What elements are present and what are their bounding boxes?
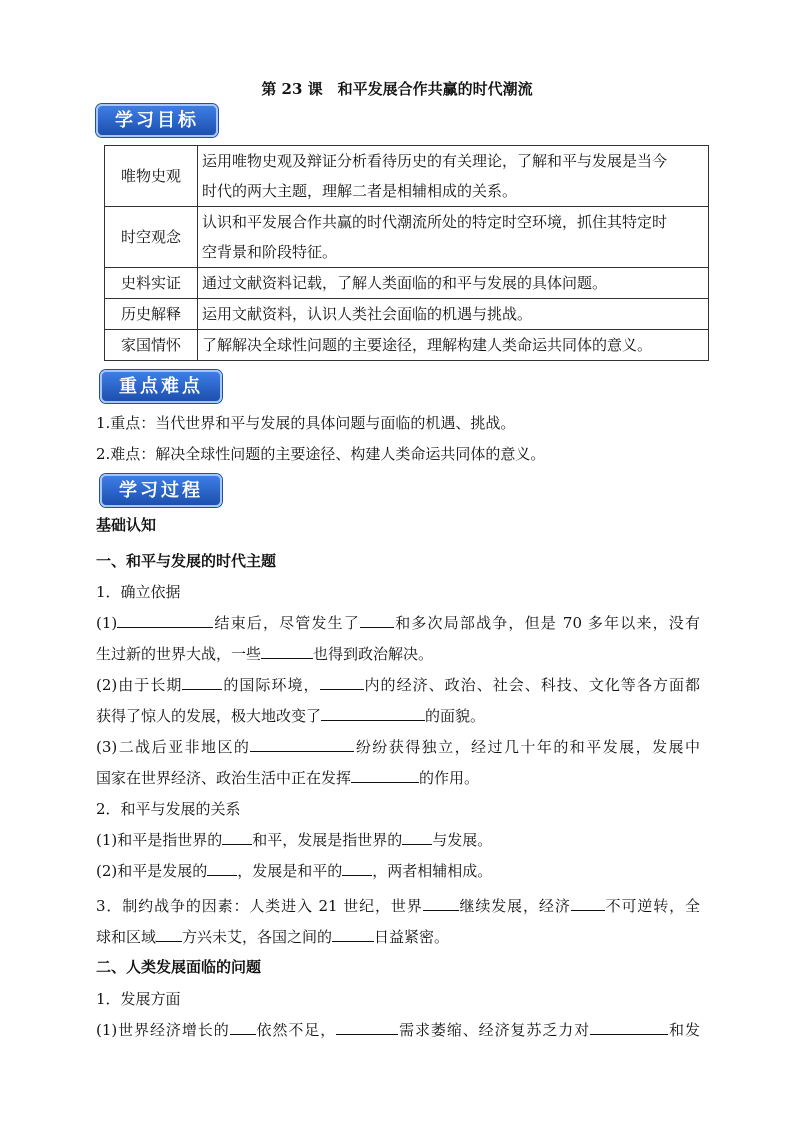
text: 需求萎缩、经济复苏乏力对 [398, 1021, 591, 1039]
text: 方兴未艾，各国之间的 [182, 928, 333, 946]
subsection-1-2: 2．和平与发展的关系 [96, 800, 241, 818]
fill-line-5 [96, 735, 700, 759]
blank-field[interactable] [156, 927, 182, 942]
cell-line: 时代的两大主题，理解二者是相辅相成的关系。 [202, 182, 518, 200]
text: (2)由于长期 [96, 676, 183, 694]
blank-field[interactable] [351, 768, 419, 783]
blank-field[interactable] [222, 830, 252, 845]
section-badge-key-points: 重点难点 [100, 370, 222, 403]
fill-line-9 [96, 894, 700, 918]
blank-field[interactable] [320, 675, 364, 690]
table-cell-value: 运用文献资料，认识人类社会面临的机遇与挑战。 [198, 299, 709, 330]
blank-field[interactable] [117, 613, 213, 628]
table-cell-value: 通过文献资料记载，了解人类面临的和平与发展的具体问题。 [198, 268, 709, 299]
cell-line: 认识和平发展合作共赢的时代潮流所处的特定时空环境，抓住其特定时 [202, 213, 668, 231]
fill-line-2 [96, 642, 433, 666]
table-cell-value [198, 146, 709, 207]
text: 生过新的世界大战，一些 [96, 645, 262, 663]
table-cell-key: 时空观念 [105, 207, 198, 268]
blank-field[interactable] [230, 1020, 256, 1035]
text: ，两者相辅相成。 [372, 862, 493, 880]
text: 获得了惊人的发展，极大地改变了 [96, 707, 322, 725]
fill-line-3 [96, 673, 700, 697]
table-row [105, 268, 709, 299]
text: 继续发展，经济 [458, 897, 571, 915]
text: 的面貌。 [425, 707, 486, 725]
fill-line-4 [96, 704, 485, 728]
blank-field[interactable] [590, 1020, 668, 1035]
blank-field[interactable] [402, 830, 432, 845]
blank-field[interactable] [342, 861, 372, 876]
blank-field[interactable] [571, 896, 605, 911]
text: (1)和平是指世界的 [96, 831, 223, 849]
blank-field[interactable] [207, 861, 237, 876]
text: 的作用。 [419, 769, 480, 787]
table-cell-key: 史料实证 [105, 268, 198, 299]
text: 球和区域 [96, 928, 157, 946]
table-row [105, 330, 709, 361]
text: 和平，发展是指世界的 [252, 831, 403, 849]
blank-field[interactable] [360, 613, 394, 628]
key-point-1: 1.重点：当代世界和平与发展的具体问题与面临的机遇、挑战。 [96, 414, 516, 432]
text: (2)和平是发展的 [96, 862, 208, 880]
text: 纷纷获得独立，经过几十年的和平发展，发展中 [354, 738, 700, 756]
blank-field[interactable] [321, 706, 425, 721]
text: 的国际环境， [222, 676, 320, 694]
cell-line: 空背景和阶段特征。 [202, 243, 338, 261]
text: (1)世界经济增长的 [96, 1021, 230, 1039]
subheading-basics: 基础认知 [96, 516, 157, 534]
text: 和多次局部战争，但是 70 多年以来，没有 [394, 614, 700, 632]
text: ，发展是和平的 [237, 862, 343, 880]
cell-line: 运用唯物史观及辩证分析看待历史的有关理论，了解和平与发展是当今 [202, 152, 668, 170]
section-badge-objectives: 学习目标 [96, 104, 218, 137]
text: 日益紧密。 [374, 928, 450, 946]
table-row [105, 207, 709, 268]
text: 内的经济、政治、社会、科技、文化等各方面都 [363, 676, 700, 694]
fill-line-10 [96, 925, 449, 949]
section-heading-2: 二、人类发展面临的问题 [96, 958, 262, 976]
fill-line-8 [96, 859, 492, 883]
text: 依然不足， [255, 1021, 337, 1039]
fill-line-1 [96, 611, 700, 635]
blank-field[interactable] [250, 737, 354, 752]
table-row [105, 299, 709, 330]
text: 也得到政治解决。 [313, 645, 434, 663]
objectives-table [104, 145, 709, 361]
fill-line-11 [96, 1018, 700, 1042]
table-cell-key: 家国情怀 [105, 330, 198, 361]
table-cell-value: 了解解决全球性问题的主要途径，理解构建人类命运共同体的意义。 [198, 330, 709, 361]
text: (3)二战后亚非地区的 [96, 738, 251, 756]
text: 与发展。 [432, 831, 493, 849]
text: 3．制约战争的因素：人类进入 21 世纪，世界 [96, 897, 423, 915]
subsection-1-1: 1．确立依据 [96, 583, 181, 601]
blank-field[interactable] [336, 1020, 398, 1035]
key-point-2: 2.难点：解决全球性问题的主要途径、构建人类命运共同体的意义。 [96, 445, 546, 463]
subsection-2-1: 1．发展方面 [96, 990, 181, 1008]
table-cell-value [198, 207, 709, 268]
text: (1) [96, 614, 118, 632]
table-cell-key: 唯物史观 [105, 146, 198, 207]
section-heading-1: 一、和平与发展的时代主题 [96, 552, 277, 570]
text: 和发 [668, 1021, 700, 1039]
blank-field[interactable] [332, 927, 374, 942]
fill-line-7 [96, 828, 492, 852]
blank-field[interactable] [423, 896, 459, 911]
text: 不可逆转，全 [604, 897, 700, 915]
fill-line-6 [96, 766, 479, 790]
text: 结束后，尽管发生了 [213, 614, 361, 632]
table-cell-key: 历史解释 [105, 299, 198, 330]
page-title: 第 23 课 和平发展合作共赢的时代潮流 [261, 80, 533, 98]
section-badge-process: 学习过程 [100, 474, 222, 507]
blank-field[interactable] [182, 675, 222, 690]
text: 国家在世界经济、政治生活中正在发挥 [96, 769, 352, 787]
blank-field[interactable] [261, 644, 313, 659]
table-row [105, 146, 709, 207]
